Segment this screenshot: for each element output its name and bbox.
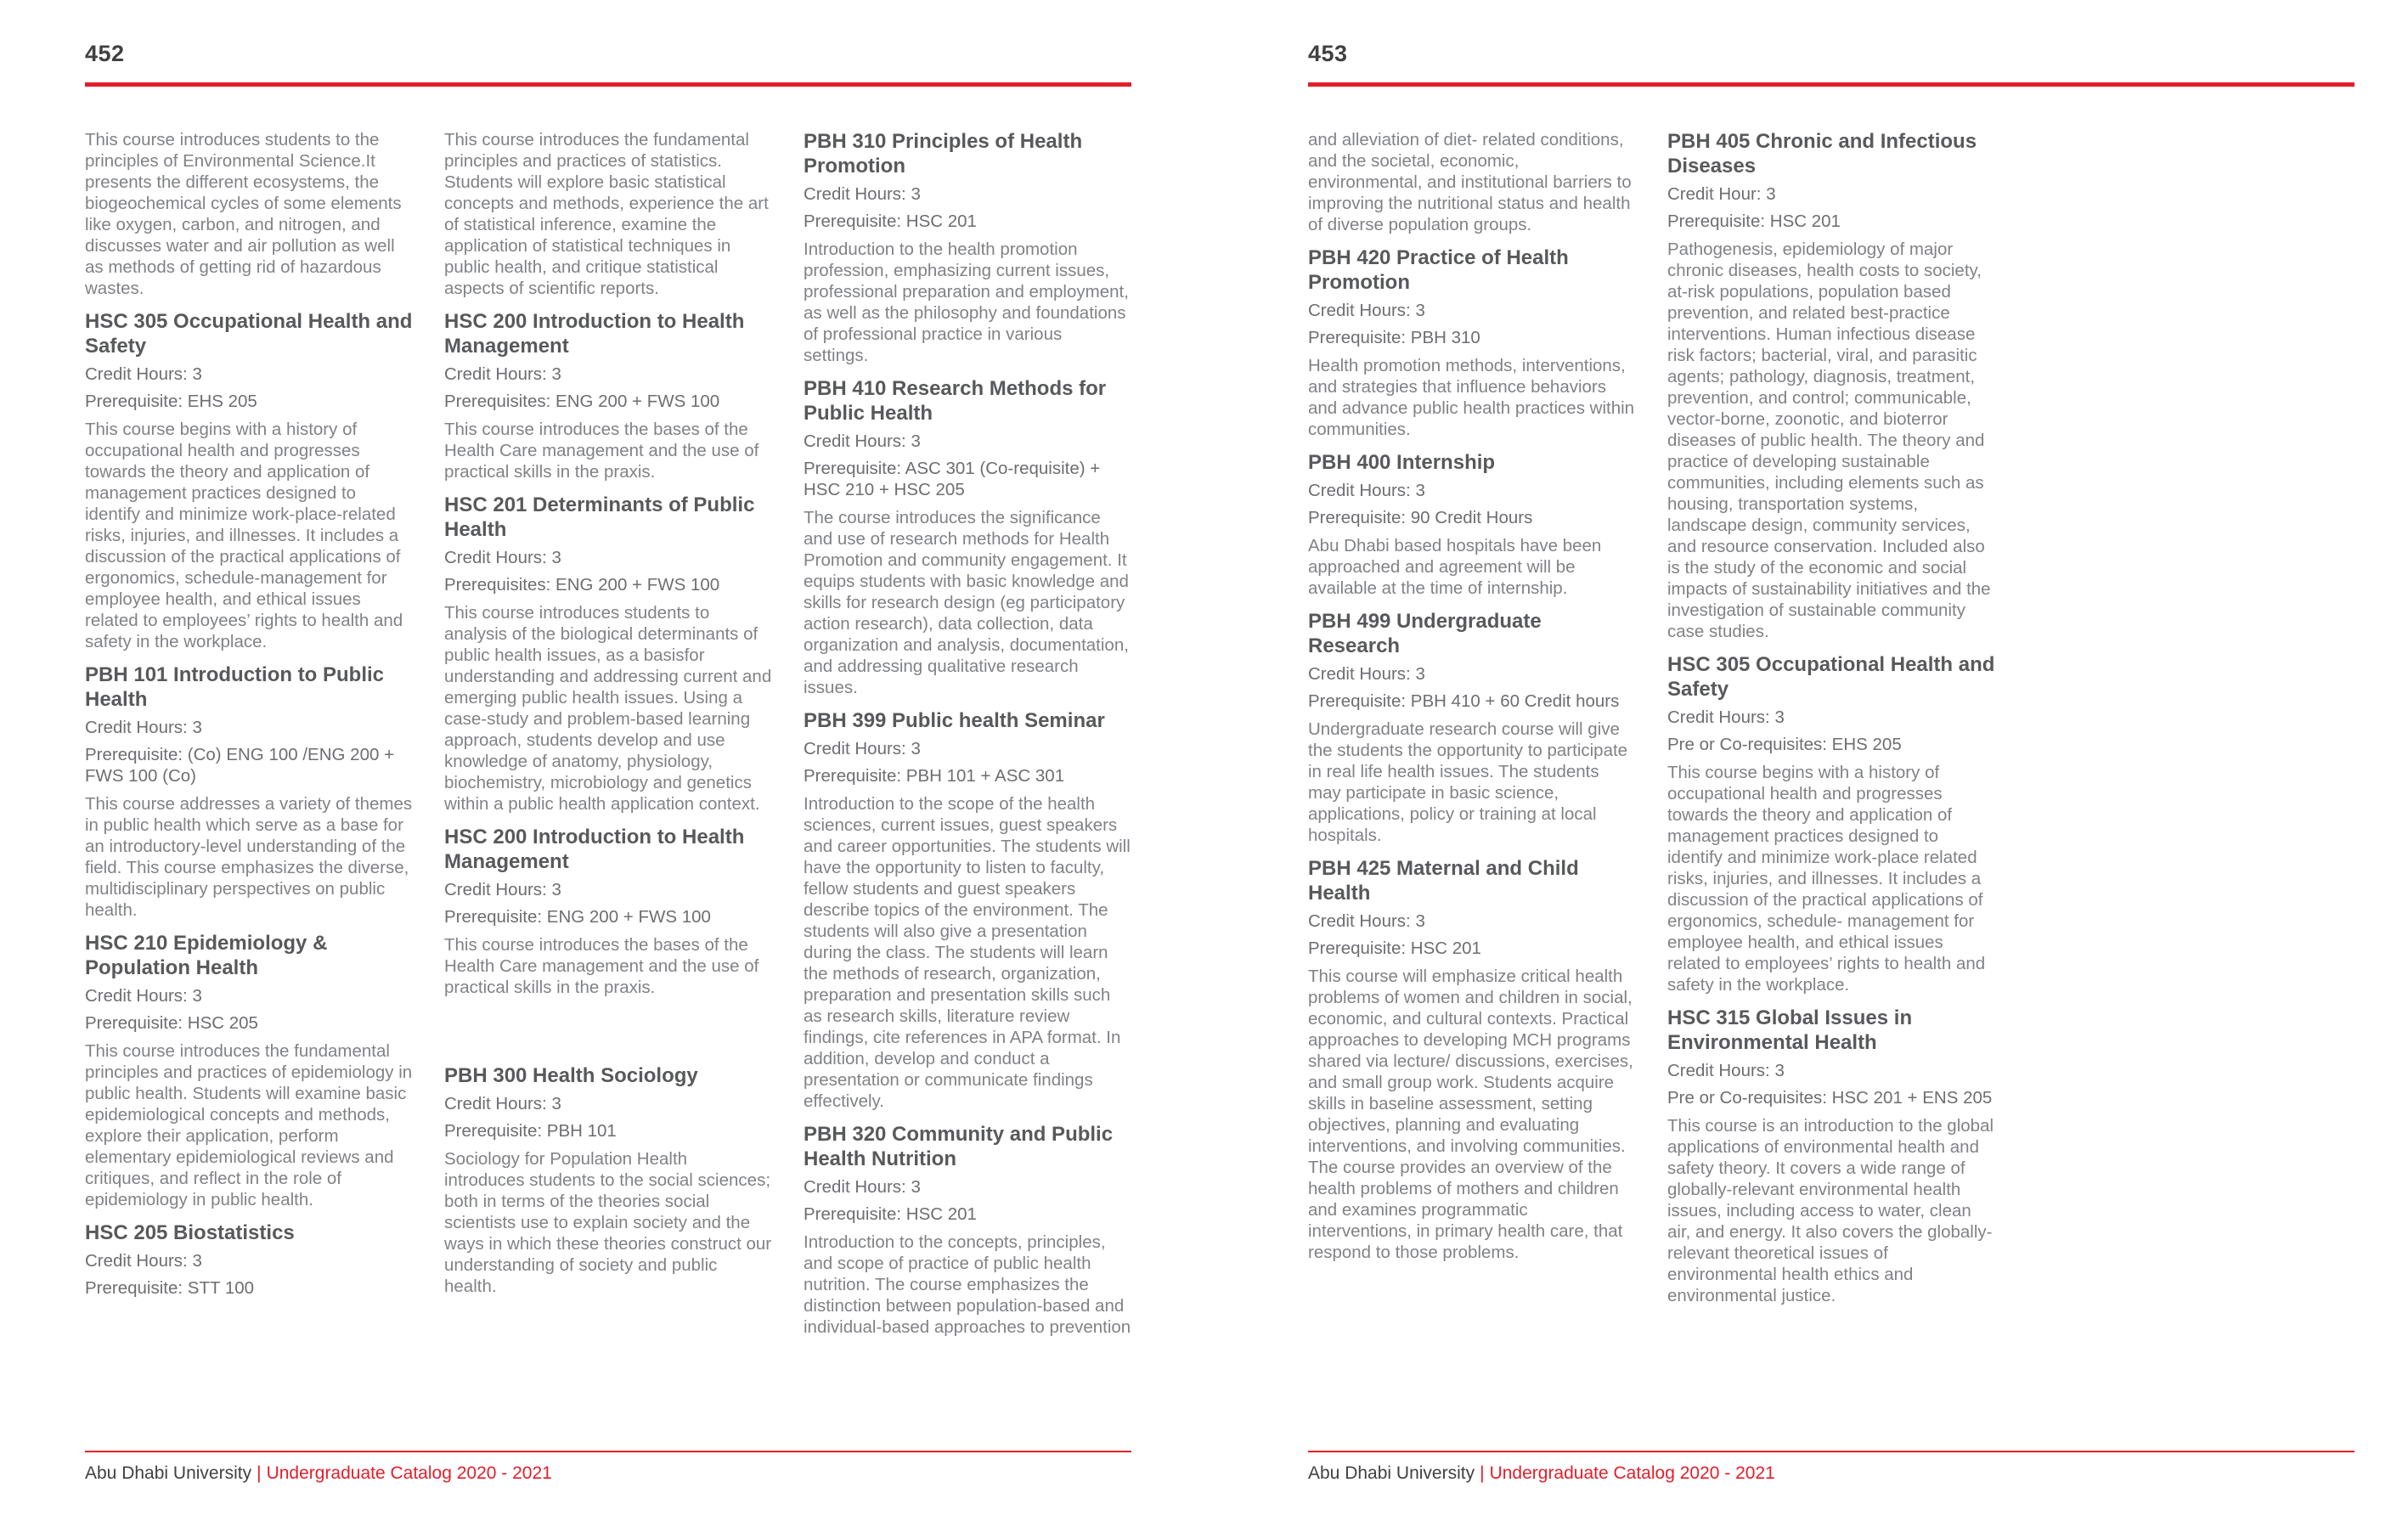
course-paragraph: Abu Dhabi based hospitals have been approached and agreement will be available at the time of internship. <box>1308 536 1602 598</box>
course-paragraph: This course introduces students to analysis of the biological determinants of public health issues, as a basisfor understanding and addressing current and emerging public health issues. Using a case-study and problem-based learning approach, students develop and use knowledge of anatomy, physiology, biochemistry, microbiology and genetics within a public health application context. <box>444 603 772 814</box>
course-meta: Credit Hours: 3 <box>85 986 202 1006</box>
course-meta: Credit Hours: 3 <box>444 364 561 384</box>
course-meta: Prerequisite: ASC 301 (Co-requisite) + HSC 210 + HSC 205 <box>804 459 1101 499</box>
course-meta: Credit Hours: 3 <box>1667 1061 1785 1080</box>
course-meta: Prerequisites: ENG 200 + FWS 100 <box>444 575 720 595</box>
course-title: PBH 101 Introduction to Public Health <box>85 663 385 711</box>
column-gap <box>444 1006 772 1053</box>
course-meta: Prerequisite: ENG 200 + FWS 100 <box>444 907 711 927</box>
page-number: 452 <box>85 41 125 66</box>
course-paragraph: Introduction to the health promotion profession, emphasizing current issues, professional preparation and employment, as well as the philosophy and foundations of professional practice in various settings. <box>804 240 1129 365</box>
course-meta: Credit Hours: 3 <box>1667 707 1785 727</box>
course-meta: Prerequisite: EHS 205 <box>85 392 257 411</box>
footer-rule <box>85 1451 1131 1452</box>
course-paragraph: Introduction to the concepts, principles, and scope of practice of public health nutrition. The course emphasizes the distinction between population-based and individual-based approaches to prevention <box>804 1232 1131 1337</box>
text-column <box>804 129 1131 1346</box>
course-meta: Credit Hours: 3 <box>804 739 921 758</box>
course-title: HSC 305 Occupational Health and Safety <box>1667 653 1995 701</box>
page-columns <box>85 129 1131 1346</box>
course-meta: Credit Hours: 3 <box>804 431 921 451</box>
course-title: PBH 420 Practice of Health Promotion <box>1308 246 1569 294</box>
course-meta: Prerequisite: PBH 101 + ASC 301 <box>804 766 1065 786</box>
course-meta: Credit Hours: 3 <box>1308 301 1425 320</box>
course-meta: Prerequisite: (Co) ENG 100 /ENG 200 + FWS 100 (Co) <box>85 745 395 786</box>
course-meta: Credit Hours: 3 <box>85 364 202 384</box>
text-column <box>2027 129 2354 1315</box>
course-title: HSC 210 Epidemiology & Population Health <box>85 932 328 979</box>
text-column <box>85 129 413 1346</box>
course-paragraph: This course will emphasize critical health problems of women and children in social, economic, and cultural contexts. Practical approaches to developing MCH programs shared via lecture/ discussions, exercises, and small group work. Students acquire skills in baseline assessment, setting objectives, planning and evaluating interventions, and involving communities. The course provides an overview of the health problems of mothers and children and examines programmatic interventions, in primary health care, that respond to those problems. <box>1308 967 1633 1262</box>
course-meta: Credit Hours: 3 <box>444 548 561 567</box>
page-footer <box>85 1463 552 1485</box>
course-title: PBH 499 Undergraduate Research <box>1308 610 1542 657</box>
course-paragraph: Introduction to the scope of the health sciences, current issues, guest speakers and career opportunities. The students will have the opportunity to listen to faculty, fellow students and guest speakers describe topics of the environment. The students will also give a presentation during the class. The students will learn the methods of research, organization, preparation and presentation skills such as research skills, literature review findings, cite references in APA format. In addition, develop and conduct a presentation or communicate findings effectively. <box>804 794 1131 1111</box>
course-meta: Pre or Co-requisites: EHS 205 <box>1667 735 1902 754</box>
course-meta: Prerequisite: 90 Credit Hours <box>1308 508 1533 527</box>
footer-rule <box>1308 1451 2354 1452</box>
catalog-page-453 <box>1204 0 2408 1539</box>
course-paragraph: Pathogenesis, epidemiology of major chronic diseases, health costs to society, at-risk populations, population based prevention, and related best-practice interventions. Human infectious disease risk factors; bacterial, viral, and parasitic agents; pathology, diagnosis, treatment, prevention, and control; communicable, vector-borne, zoonotic, and bioterror diseases of public health. The theory and practice of developing sustainable communities, including elements such as housing, transportation systems, landscape design, community services, and resource conservation. Included also is the study of the economic and social impacts of sustainability initiatives and the investigation of sustainable community case studies. <box>1667 240 1991 641</box>
course-meta: Prerequisite: PBH 310 <box>1308 328 1480 347</box>
course-meta: Prerequisite: HSC 201 <box>1308 939 1481 958</box>
course-meta: Pre or Co-requisites: HSC 201 + ENS 205 <box>1667 1088 1993 1108</box>
header-rule <box>85 82 1131 87</box>
text-column <box>444 129 772 1346</box>
course-meta: Credit Hours: 3 <box>444 1094 561 1113</box>
course-title: PBH 310 Principles of Health Promotion <box>804 130 1083 178</box>
course-meta: Prerequisites: ENG 200 + FWS 100 <box>444 392 720 411</box>
footer-university: Abu Dhabi University <box>1308 1463 1475 1483</box>
course-meta: Prerequisite: HSC 201 <box>804 211 977 231</box>
course-paragraph: This course introduces the bases of the Health Care management and the use of practical skills in the praxis. <box>444 420 759 482</box>
footer-catalog: Undergraduate Catalog 2020 - 2021 <box>266 1463 552 1483</box>
course-meta: Prerequisite: PBH 101 <box>444 1121 617 1141</box>
course-meta: Credit Hours: 3 <box>85 1251 202 1271</box>
page-footer <box>1308 1463 1775 1485</box>
footer-separator: | <box>257 1463 262 1483</box>
course-meta: Credit Hours: 3 <box>804 1177 921 1197</box>
course-title: PBH 320 Community and Public Health Nutrition <box>804 1123 1114 1170</box>
course-title: PBH 399 Public health Seminar <box>804 709 1105 732</box>
footer-catalog: Undergraduate Catalog 2020 - 2021 <box>1489 1463 1775 1483</box>
course-meta: Credit Hours: 3 <box>1308 481 1425 500</box>
course-title: HSC 200 Introduction to Health Management <box>444 826 745 873</box>
footer-separator: | <box>1480 1463 1485 1483</box>
course-meta: Credit Hour: 3 <box>1667 184 1776 204</box>
course-paragraph: This course begins with a history of occupational health and progresses towards the theory and application of management practices designed to identify and minimize work-place-related risks, injuries, and illnesses. It includes a discussion of the practical applications of ergonomics, schedule-management for employee health, and ethical issues related to employees’ rights to health and safety in the workplace. <box>85 420 403 651</box>
course-title: PBH 300 Health Sociology <box>444 1064 698 1087</box>
course-paragraph: This course introduces the fundamental principles and practices of epidemiology in public health. Students will examine basic epidemiological concepts and methods, explore their application, perform elementary epidemiological reviews and critiques, and reflect in the role of epidemiology in public health. <box>85 1041 413 1209</box>
course-meta: Prerequisite: HSC 205 <box>85 1013 258 1033</box>
course-paragraph: Undergraduate research course will give the students the opportunity to participate in real life health issues. The students may participate in basic science, applications, policy or training at local hospitals. <box>1308 719 1628 845</box>
course-meta: Credit Hours: 3 <box>1308 911 1425 931</box>
course-meta: Prerequisite: STT 100 <box>85 1278 255 1298</box>
course-meta: Credit Hours: 3 <box>804 184 921 204</box>
course-paragraph: This course begins with a history of occupational health and progresses towards the theory and application of management practices designed to identify and minimize work-place related risks, injuries, and illnesses. It includes a discussion of the practical applications of ergonomics, schedule- management for employee health, and ethical issues related to employees’ rights to health and safety in the workplace. <box>1667 763 1986 995</box>
course-title: HSC 205 Biostatistics <box>85 1221 295 1244</box>
page-columns <box>1308 129 2354 1315</box>
course-paragraph: This course introduces the bases of the Health Care management and the use of practical skills in the praxis. <box>444 935 759 997</box>
course-title: HSC 201 Determinants of Public Health <box>444 493 755 541</box>
course-title: PBH 400 Internship <box>1308 451 1496 474</box>
course-title: HSC 305 Occupational Health and Safety <box>85 310 413 358</box>
course-paragraph: Health promotion methods, interventions, and strategies that influence behaviors and advance public health practices within communities. <box>1308 356 1635 439</box>
course-paragraph: This course introduces students to the principles of Environmental Science.It presents the different ecosystems, the biogeochemical cycles of some elements like oxygen, carbon, and nitrogen, and discusses water and air pollution as well as methods of getting rid of hazardous wastes. <box>85 130 402 298</box>
course-title: PBH 405 Chronic and Infectious Diseases <box>1667 130 1977 178</box>
text-column <box>1667 129 1995 1315</box>
course-paragraph: This course introduces the fundamental principles and practices of statistics. Students will explore basic statistical concepts and methods, experience the art of statistical inference, examine the application of statistical techniques in public health, and critique statistical aspects of scientific reports. <box>444 130 769 298</box>
course-paragraph: This course is an introduction to the global applications of environmental health and safety theory. It covers a wide range of globally-relevant environmental health issues, including access to water, clean air, and energy. It also covers the globally-relevant theoretical issues of environmental health ethics and environmental justice. <box>1667 1116 1994 1305</box>
course-title: PBH 410 Research Methods for Public Health <box>804 377 1107 425</box>
course-paragraph: This course addresses a variety of themes in public health which serve as a base for an introductory-level understanding of the field. This course emphasizes the diverse, multidisciplinary perspectives on public health. <box>85 794 413 920</box>
course-paragraph: The course introduces the significance and use of research methods for Health Promotion and community engagement. It equips students with basic knowledge and skills for research design (eg participatory action research), data collection, data organization and analysis, documentation, and addressing qualitative research issues. <box>804 508 1129 697</box>
text-column <box>1308 129 1636 1315</box>
course-meta: Credit Hours: 3 <box>444 880 561 899</box>
course-meta: Prerequisite: HSC 201 <box>1667 211 1841 231</box>
course-paragraph: Sociology for Population Health introduces students to the social sciences; both in terms of the theories social scientists use to explain society and the ways in which these theories construct our understanding of society and public health. <box>444 1149 772 1296</box>
course-paragraph: and alleviation of diet- related conditions, and the societal, economic, environmental, and institutional barriers to improving the nutritional status and health of diverse population groups. <box>1308 130 1632 234</box>
footer-university: Abu Dhabi University <box>85 1463 252 1483</box>
course-meta: Credit Hours: 3 <box>1308 664 1425 684</box>
header-rule <box>1308 82 2354 87</box>
course-meta: Credit Hours: 3 <box>85 718 202 737</box>
page-number: 453 <box>1308 41 1348 66</box>
course-title: HSC 315 Global Issues in Environmental Health <box>1667 1006 1913 1054</box>
course-meta: Prerequisite: HSC 201 <box>804 1204 977 1224</box>
course-title: HSC 200 Introduction to Health Management <box>444 310 745 358</box>
course-meta: Prerequisite: PBH 410 + 60 Credit hours <box>1308 691 1620 711</box>
course-title: PBH 425 Maternal and Child Health <box>1308 857 1579 905</box>
